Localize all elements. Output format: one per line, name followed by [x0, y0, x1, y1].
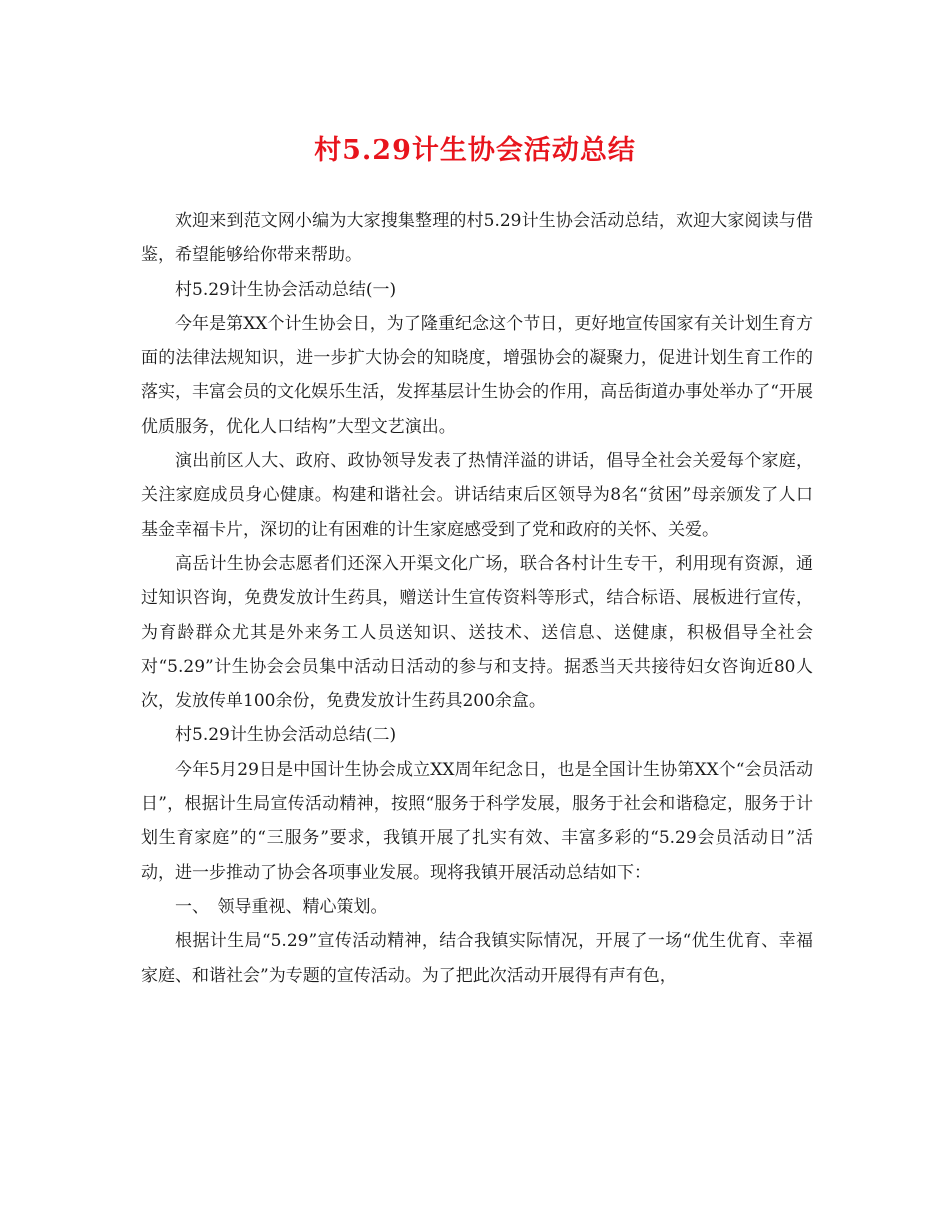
document-title: 村5.29计生协会活动总结 [314, 135, 636, 166]
section-heading-one: 村5.29计生协会活动总结(一) [175, 279, 397, 300]
paragraph-intro: 欢迎来到范文网小编为大家搜集整理的村5.29计生协会活动总结，欢迎大家阅读与借鉴，希望能够给你带来帮助。 [141, 211, 813, 266]
paragraph: 今年是第XX个计生协会日，为了隆重纪念这个节日，更好地宣传国家有关计划生育方面的法律法规知识，进一步扩大协会的知晓度，增强协会的凝聚力，促进计划生育工作的落实，丰富会员的文化娱乐生活，发挥基层计生协会的作用，高岳街道办事处举办了“开展优质服务，优化人口结构”大型文艺演出。 [141, 313, 813, 437]
section-heading-two: 村5.29计生协会活动总结(二) [175, 725, 397, 746]
paragraph: 今年5月29日是中国计生协会成立XX周年纪念日，也是全国计生协第XX个“会员活动日”，根据计生局宣传活动精神，按照“服务于科学发展，服务于社会和谐稳定，服务于计划生育家庭”的“三服务”要求，我镇开展了扎实有效、丰富多彩的“5.29会员活动日”活动，进一步推动了协会各项事业发展。现将我镇开展活动总结如下： [141, 759, 813, 883]
paragraph: 根据计生局“5.29”宣传活动精神，结合我镇实际情况，开展了一场“优生优育、幸福家庭、和谐社会”为专题的宣传活动。为了把此次活动开展得有声有色， [141, 931, 813, 986]
document-body [141, 204, 813, 993]
list-item-heading: 一、 领导重视、精心策划。 [175, 896, 388, 917]
paragraph: 演出前区人大、政府、政协领导发表了热情洋溢的讲话，倡导全社会关爱每个家庭，关注家庭成员身心健康。构建和谐社会。讲话结束后区领导为8名“贫困”母亲颁发了人口基金幸福卡片，深切的让有困难的计生家庭感受到了党和政府的关怀、关爱。 [141, 451, 813, 540]
paragraph: 高岳计生协会志愿者们还深入开渠文化广场，联合各村计生专干，利用现有资源，通过知识咨询，免费发放计生药具，赠送计生宣传资料等形式，结合标语、展板进行宣传，为育龄群众尤其是外来务工人员送知识、送技术、送信息、送健康，积极倡导全社会对“5.29”计生协会会员集中活动日活动的参与和支持。据悉当天共接待妇女咨询近80人次，发放传单100余份，免费发放计生药具200余盒。 [141, 553, 813, 712]
